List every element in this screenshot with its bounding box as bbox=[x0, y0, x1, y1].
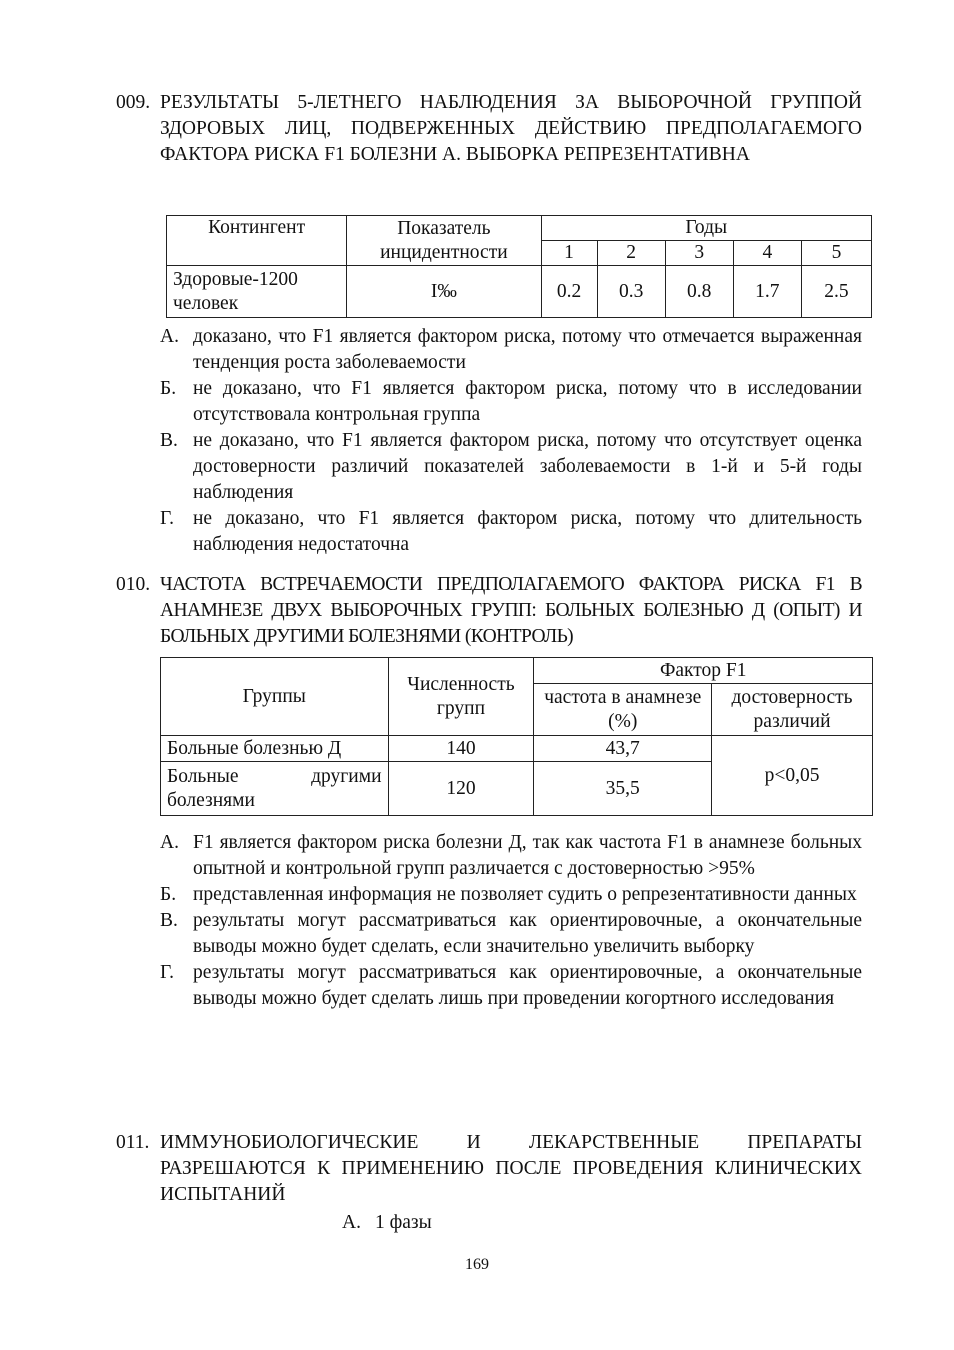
question-010 bbox=[116, 572, 862, 650]
header-years: Годы bbox=[541, 216, 871, 241]
option-text: представленная информация не позволяет судить о репрезентативности данных bbox=[193, 884, 857, 905]
value-cell: 0.8 bbox=[665, 266, 733, 318]
year-header: 4 bbox=[733, 241, 801, 266]
question-number: 009. bbox=[116, 92, 151, 113]
year-header: 1 bbox=[541, 241, 597, 266]
option-letter: А. bbox=[160, 326, 179, 347]
option-text: результаты могут рассматриваться как ориентировочные, а окончательные выводы можно будет сделать, если значительно увеличить выборку bbox=[193, 910, 862, 957]
question-title: ЧАСТОТА ВСТРЕЧАЕМОСТИ ПРЕДПОЛАГАЕМОГО ФАКТОРА РИСКА F1 В АНАМНЕЗЕ ДВУХ ВЫБОРОЧНЫХ ГРУПП: БОЛЬНЫХ БОЛЕЗНЬЮ Д (ОПЫТ) И БОЛЬНЫХ ДРУГИМИ БОЛЕЗНЯМИ (КОНТРОЛЬ) bbox=[160, 574, 862, 647]
group-name: Больные болезнью Д bbox=[161, 736, 389, 762]
group-frequency: 35,5 bbox=[534, 762, 712, 816]
option-a bbox=[160, 830, 862, 882]
question-011 bbox=[116, 1130, 862, 1208]
option-letter: В. bbox=[160, 430, 178, 451]
value-cell: 0.2 bbox=[541, 266, 597, 318]
question-009 bbox=[116, 90, 862, 168]
header-contingent: Контингент bbox=[167, 216, 347, 266]
header-groups: Группы bbox=[161, 658, 389, 736]
question-010-options bbox=[116, 830, 862, 1012]
question-title: РЕЗУЛЬТАТЫ 5-ЛЕТНЕГО НАБЛЮДЕНИЯ ЗА ВЫБОРОЧНОЙ ГРУППОЙ ЗДОРОВЫХ ЛИЦ, ПОДВЕРЖЕННЫХ ДЕЙСТВИЮ ПРЕДПОЛАГАЕМОГО ФАКТОРА РИСКА F1 БОЛЕЗНИ А. ВЫБОРКА РЕПРЕЗЕНТАТИВНА bbox=[160, 92, 862, 165]
question-header bbox=[116, 1130, 862, 1208]
option-letter: А. bbox=[342, 1212, 361, 1233]
header-size: Численность групп bbox=[388, 658, 534, 736]
group-frequency: 43,7 bbox=[534, 736, 712, 762]
header-frequency: частота в анамнезе (%) bbox=[534, 684, 712, 736]
value-cell: 0.3 bbox=[597, 266, 665, 318]
value-cell: 2.5 bbox=[801, 266, 871, 318]
incidence-table bbox=[166, 215, 872, 318]
option-text: F1 является фактором риска болезни Д, так как частота F1 в анамнезе больных опытной и контрольной групп различается с достоверностью >95% bbox=[193, 832, 862, 879]
header-indicator: Показатель инцидентности bbox=[347, 216, 541, 266]
header-factor: Фактор F1 bbox=[534, 658, 873, 684]
header-significance: достоверность различий bbox=[712, 684, 873, 736]
option-letter: Г. bbox=[160, 508, 174, 529]
question-number: 011. bbox=[116, 1132, 150, 1153]
option-text: не доказано, что F1 является фактором риска, потому что отсутствует оценка достоверности различий показателей заболеваемости в 1-й и 5-й годы наблюдения bbox=[193, 430, 862, 503]
option-a bbox=[160, 324, 862, 376]
group-size: 140 bbox=[388, 736, 534, 762]
page-number: 169 bbox=[465, 1256, 489, 1273]
question-number: 010. bbox=[116, 574, 151, 595]
options-list bbox=[160, 324, 862, 558]
question-header bbox=[116, 572, 862, 650]
option-text: не доказано, что F1 является фактором риска, потому что длительность наблюдения недостаточна bbox=[193, 508, 862, 555]
group-size: 120 bbox=[388, 762, 534, 816]
row-label: Здоровые-1200 человек bbox=[167, 266, 347, 318]
option-v bbox=[160, 908, 862, 960]
option-text: результаты могут рассматриваться как ориентировочные, а окончательные выводы можно будет сделать лишь при проведении когортного исследования bbox=[193, 962, 862, 1009]
question-title: ИММУНОБИОЛОГИЧЕСКИЕ И ЛЕКАРСТВЕННЫЕ ПРЕПАРАТЫ РАЗРЕШАЮТСЯ К ПРИМЕНЕНИЮ ПОСЛЕ ПРОВЕДЕНИЯ КЛИНИЧЕСКИХ ИСПЫТАНИЙ bbox=[160, 1132, 862, 1205]
option-letter: Г. bbox=[160, 962, 174, 983]
option-letter: В. bbox=[160, 910, 178, 931]
question-009-options bbox=[116, 324, 862, 558]
row-indicator: I‰ bbox=[347, 266, 541, 318]
option-b bbox=[160, 882, 862, 908]
option-letter: Б. bbox=[160, 884, 177, 905]
option-letter: А. bbox=[160, 832, 179, 853]
group-name: Больные другими болезнями bbox=[161, 762, 389, 816]
frequency-table bbox=[160, 657, 873, 816]
option-text: доказано, что F1 является фактором риска, потому что отмечается выраженная тенденция роста заболеваемости bbox=[193, 326, 862, 373]
option-g bbox=[160, 960, 862, 1012]
year-header: 5 bbox=[801, 241, 871, 266]
question-header bbox=[116, 90, 862, 168]
significance-value: p<0,05 bbox=[712, 736, 873, 816]
value-cell: 1.7 bbox=[733, 266, 801, 318]
option-g bbox=[160, 506, 862, 558]
option-text: 1 фазы bbox=[375, 1212, 432, 1233]
option-v bbox=[160, 428, 862, 506]
option-text: не доказано, что F1 является фактором риска, потому что в исследовании отсутствовала контрольная группа bbox=[193, 378, 862, 425]
year-header: 2 bbox=[597, 241, 665, 266]
option-b bbox=[160, 376, 862, 428]
options-list bbox=[160, 830, 862, 1012]
option-letter: Б. bbox=[160, 378, 177, 399]
year-header: 3 bbox=[665, 241, 733, 266]
option-a bbox=[342, 1210, 432, 1236]
